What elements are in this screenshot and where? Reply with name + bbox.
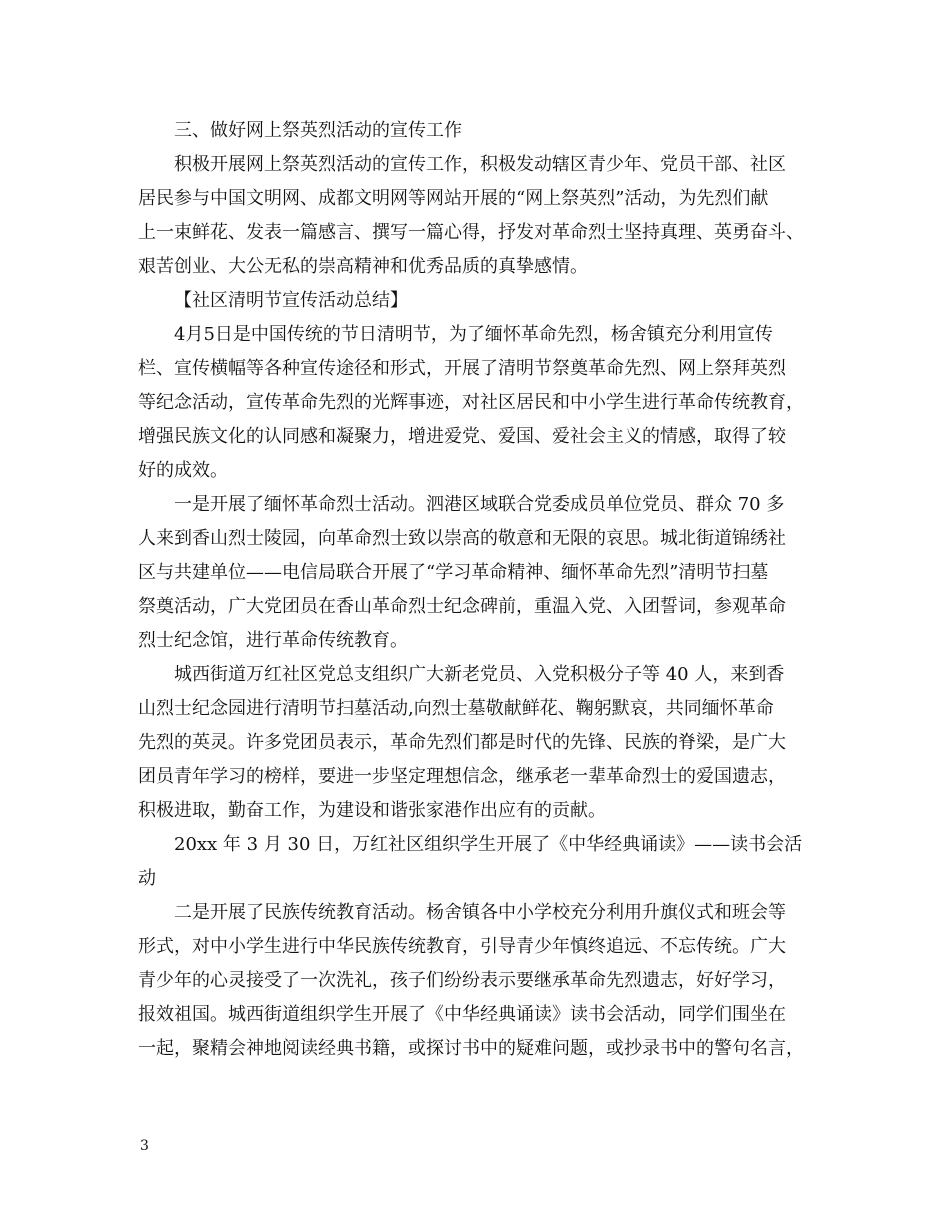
paragraph-line: 团员青年学习的榜样，要进一步坚定理想信念，继承老一辈革命烈士的爱国遗志，: [138, 766, 786, 787]
paragraph-line: 积极进取，勤奋工作，为建设和谐张家港作出应有的贡献。: [138, 800, 606, 821]
paragraph-line: 居民参与中国文明网、成都文明网等网站开展的“网上祭英烈”活动，为先烈们献: [138, 188, 769, 209]
paragraph-line: 艰苦创业、大公无私的崇高精神和优秀品质的真挚感情。: [138, 256, 588, 277]
section-heading: 三、做好网上祭英烈活动的宣传工作: [174, 120, 462, 141]
paragraph-line: 报效祖国。城西街道组织学生开展了《中华经典诵读》读书会活动，同学们围坐在: [138, 1004, 786, 1025]
paragraph-line: 一是开展了缅怀革命烈士活动。泗港区域联合党委成员单位党员、群众 70 多: [174, 494, 785, 515]
paragraph-line: 人来到香山烈士陵园，向革命烈士致以崇高的敬意和无限的哀思。城北街道锦绣社: [138, 528, 786, 549]
section-title: 【社区清明节宣传活动总结】: [174, 290, 408, 311]
paragraph-line: 等纪念活动，宣传革命先烈的光辉事迹，对社区居民和中小学生进行革命传统教育，: [138, 392, 804, 413]
paragraph-line: 山烈士纪念园进行清明节扫墓活动,向烈士墓敬献鲜花、鞠躬默哀，共同缅怀革命: [138, 698, 774, 719]
paragraph-line: 区与共建单位——电信局联合开展了“学习革命精神、缅怀革命先烈”清明节扫墓: [138, 562, 769, 583]
paragraph-line: 一起，聚精会神地阅读经典书籍，或探讨书中的疑难问题，或抄录书中的警句名言，: [138, 1038, 804, 1059]
paragraph-line: 烈士纪念馆，进行革命传统教育。: [138, 630, 408, 651]
paragraph-line: 祭奠活动，广大党团员在香山革命烈士纪念碑前，重温入党、入团誓词，参观革命: [138, 596, 786, 617]
paragraph-line: 增强民族文化的认同感和凝聚力，增进爱党、爱国、爱社会主义的情感，取得了较: [138, 426, 786, 447]
paragraph-line: 20xx 年 3 月 30 日，万红社区组织学生开展了《中华经典诵读》——读书会活: [174, 834, 803, 855]
paragraph-line: 青少年的心灵接受了一次洗礼，孩子们纷纷表示要继承革命先烈遗志，好好学习，: [138, 970, 786, 991]
paragraph-line: 栏、宣传横幅等各种宣传途径和形式，开展了清明节祭奠革命先烈、网上祭拜英烈: [138, 358, 786, 379]
paragraph-line: 积极开展网上祭英烈活动的宣传工作，积极发动辖区青少年、党员干部、社区: [174, 154, 786, 175]
page-number: 3: [140, 1138, 149, 1154]
paragraph-line: 动: [138, 868, 156, 889]
paragraph-line: 二是开展了民族传统教育活动。杨舍镇各中小学校充分利用升旗仪式和班会等: [174, 902, 786, 923]
paragraph-line: 城西街道万红社区党总支组织广大新老党员、入党积极分子等 40 人，来到香: [174, 664, 785, 685]
paragraph-line: 4月5日是中国传统的节日清明节，为了缅怀革命先烈，杨舍镇充分利用宣传: [174, 324, 773, 345]
paragraph-line: 好的成效。: [138, 460, 228, 481]
paragraph-line: 先烈的英灵。许多党团员表示，革命先烈们都是时代的先锋、民族的脊梁，是广大: [138, 732, 786, 753]
paragraph-line: 上一束鲜花、发表一篇感言、撰写一篇心得，抒发对革命烈士坚持真理、英勇奋斗、: [138, 222, 804, 243]
paragraph-line: 形式，对中小学生进行中华民族传统教育，引导青少年慎终追远、不忘传统。广大: [138, 936, 786, 957]
